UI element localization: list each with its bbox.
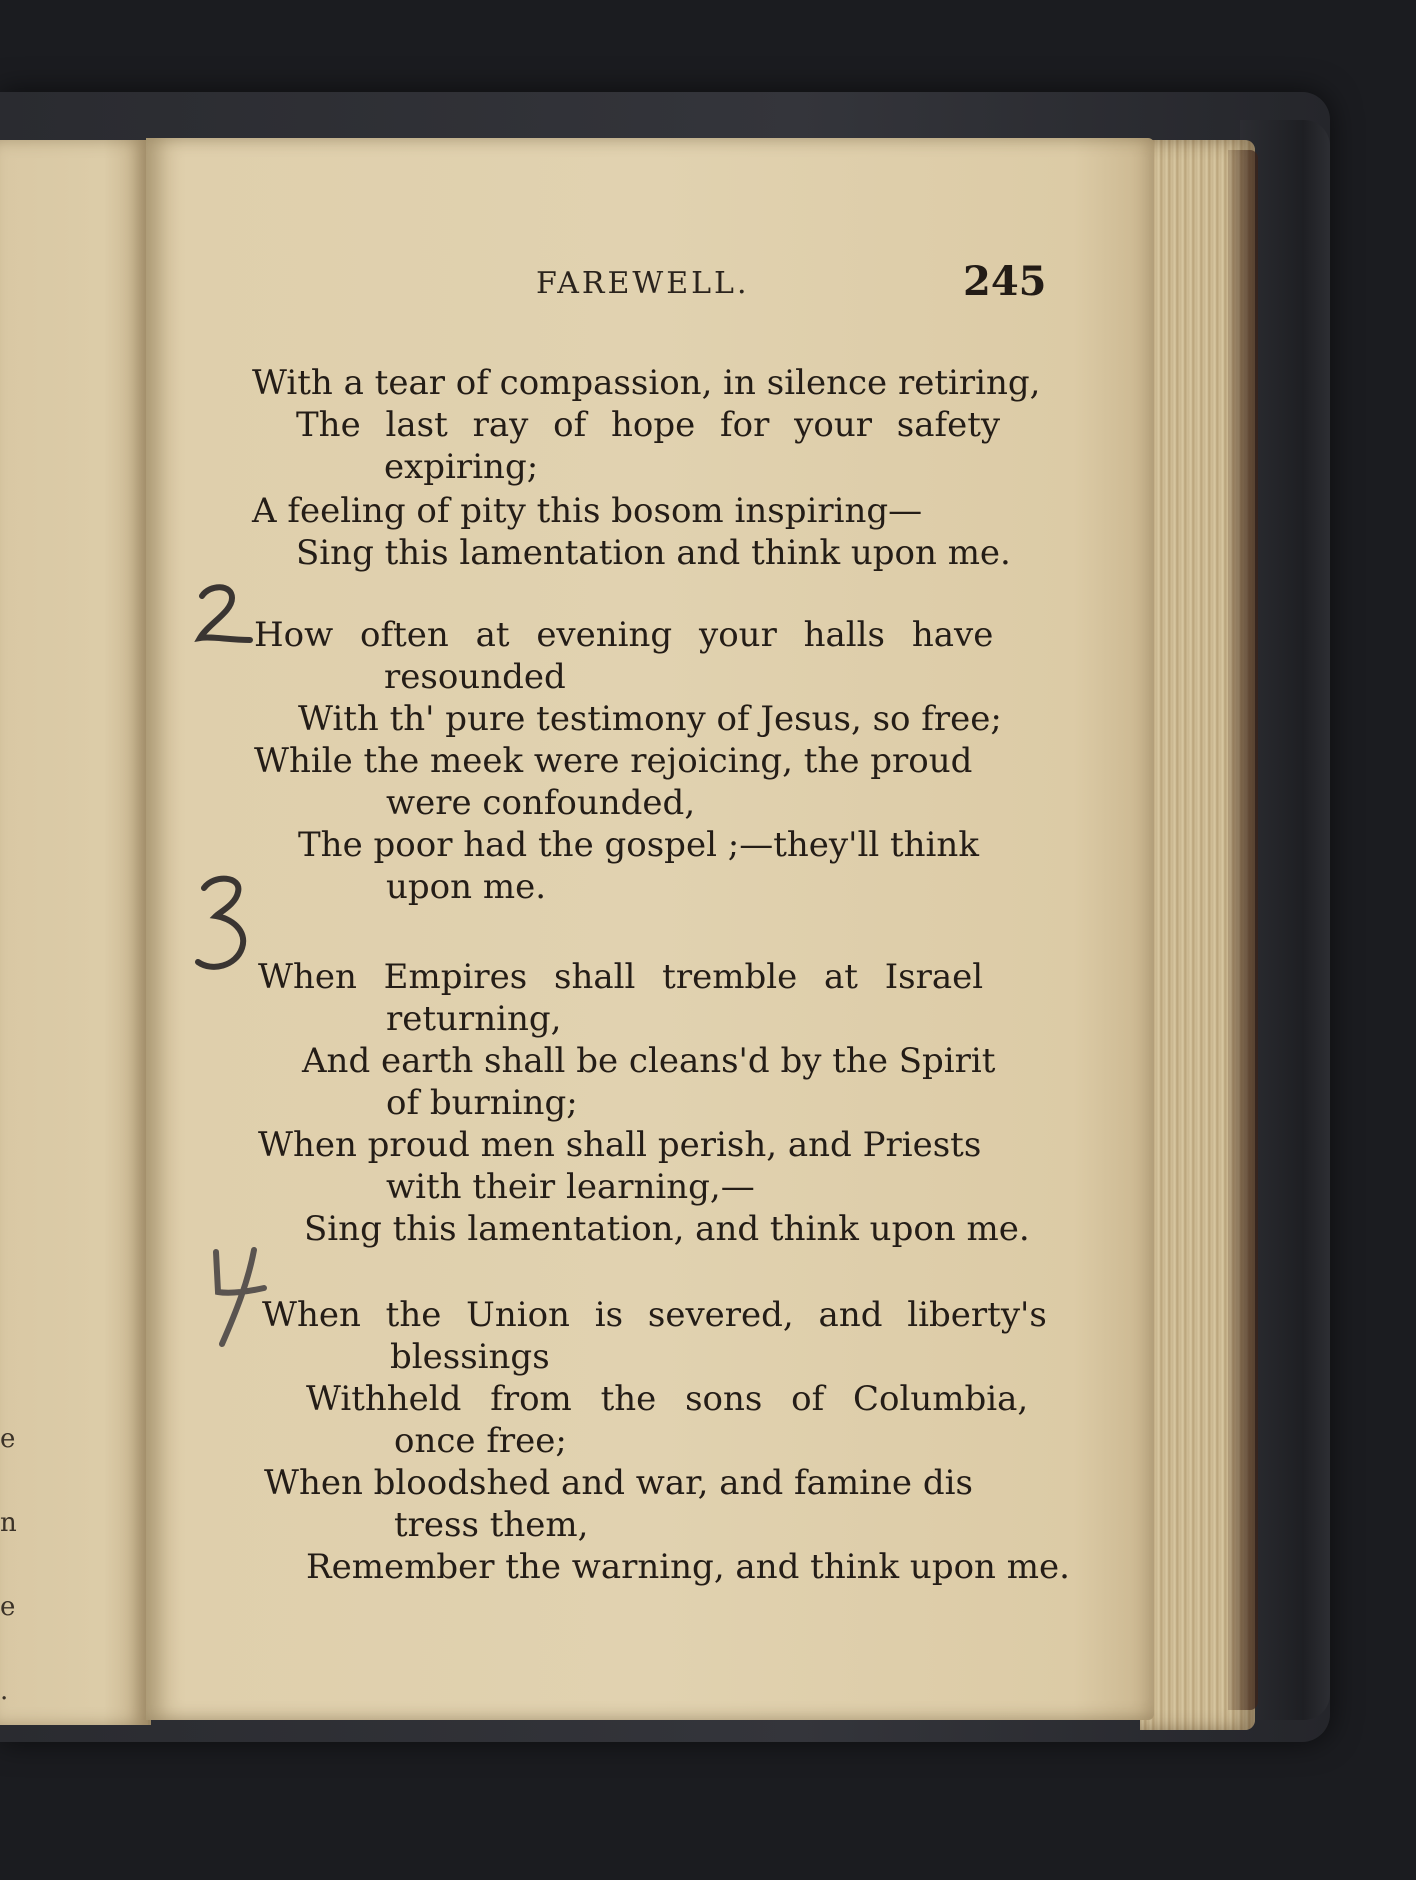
verse-line: The poor had the gospel ;—they'll think: [298, 825, 979, 865]
verse-line: And earth shall be cleans'd by the Spirit: [302, 1041, 996, 1081]
right-page: [146, 138, 1154, 1720]
page-edges-shadow: [1228, 150, 1258, 1710]
running-head: FAREWELL.: [536, 266, 750, 301]
verse-line: When bloodshed and war, and famine dis: [264, 1463, 973, 1503]
verse-line: expiring;: [384, 447, 539, 487]
verse-line: Remember the warning, and think upon me.: [306, 1547, 1070, 1587]
verse-line: were confounded,: [386, 783, 696, 823]
verse-line: A feeling of pity this bosom inspiring—: [252, 491, 923, 531]
verse-line: When proud men shall perish, and Priests: [258, 1125, 982, 1165]
left-page-fragment: .: [0, 1676, 9, 1706]
verse-line: Sing this lamentation and think upon me.: [296, 533, 1011, 573]
verse-line: upon me.: [386, 867, 547, 907]
left-page-fragment: n: [0, 1508, 17, 1538]
verse-line: Withheld from the sons of Columbia,: [306, 1379, 1029, 1419]
verse-line: With th' pure testimony of Jesus, so free;: [298, 699, 1002, 739]
verse-line: blessings: [390, 1337, 550, 1377]
verse-line: With a tear of compassion, in silence retiring,: [252, 363, 1041, 403]
left-page: [0, 140, 151, 1725]
verse-line: resounded: [384, 657, 566, 697]
verse-line: When the Union is severed, and liberty's: [262, 1295, 1047, 1335]
verse-line: once free;: [394, 1421, 567, 1461]
verse-line: with their learning,—: [386, 1167, 755, 1207]
verse-line: returning,: [386, 999, 562, 1039]
verse-line: How often at evening your halls have: [254, 615, 994, 655]
left-page-fragment: e: [0, 1424, 16, 1454]
handwritten-stanza-number: [190, 868, 260, 982]
verse-line: While the meek were rejoicing, the proud: [254, 741, 973, 781]
verse-line: tress them,: [394, 1505, 589, 1545]
page-number: 245: [963, 258, 1047, 305]
handwritten-stanza-number: [188, 578, 258, 662]
verse-line: Sing this lamentation, and think upon me.: [304, 1209, 1030, 1249]
left-page-fragment: e: [0, 1592, 16, 1622]
verse-line: of burning;: [386, 1083, 578, 1123]
verse-line: The last ray of hope for your safety: [296, 405, 1001, 445]
verse-line: When Empires shall tremble at Israel: [258, 957, 984, 997]
